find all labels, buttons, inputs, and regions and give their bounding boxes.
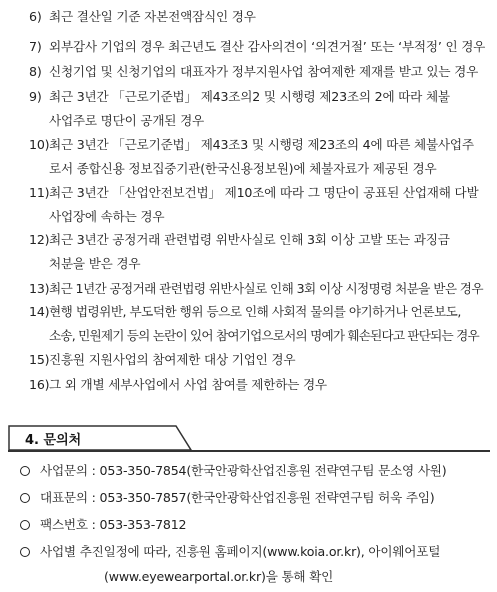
item-text: 현행 법령위반, 부도덕한 행위 등으로 인해 사회적 물의를 야기하거나 언론보도, <box>49 304 461 319</box>
circle-bullet-icon <box>20 547 30 557</box>
section-header <box>8 425 192 451</box>
item-text: 최근 결산일 기준 자본전액잠식인 경우 <box>49 9 256 24</box>
item-number: 11) <box>29 185 50 200</box>
circle-bullet-icon <box>20 493 30 503</box>
item-text-continued: 사업주로 명단이 공개된 경우 <box>49 113 204 128</box>
item-text-continued: 로서 종합신용 정보집중기관(한국신용정보원)에 체불자료가 제공된 경우 <box>49 161 437 176</box>
item-number: 8) <box>29 64 42 79</box>
circle-bullet-icon <box>20 520 30 530</box>
section-divider <box>8 450 490 452</box>
item-number: 6) <box>29 9 42 24</box>
item-text-continued: 소송, 민원제기 등의 논란이 있어 참여기업으로서의 명예가 훼손된다고 판단되는 경우 <box>49 328 479 343</box>
item-number: 12) <box>29 232 50 247</box>
contact-text: 대표문의 : 053-350-7857(한국안광학산업진흥원 전략연구팀 허욱 주임) <box>40 490 435 505</box>
item-number: 15) <box>29 352 50 367</box>
item-text: 최근 1년간 공정거래 관련법령 위반사실로 인해 3회 이상 시정명령 처분을 받은 경우 <box>49 281 483 296</box>
item-text: 최근 3년간 「근로기준법」 제43조3 및 시행령 제23조의 4에 따른 체불사업주 <box>49 137 474 152</box>
item-text: 최근 3년간 「근로기준법」 제43조의2 및 시행령 제23조의 2에 따라 체불 <box>49 89 450 104</box>
item-number: 14) <box>29 304 50 319</box>
contact-text-continued: (www.eyewearportal.or.kr)을 통해 확인 <box>104 569 334 584</box>
item-number: 9) <box>29 89 42 104</box>
contact-text: 사업별 추진일정에 따라, 진흥원 홈페이지(www.koia.or.kr), 아이웨어포털 <box>40 544 441 559</box>
item-text: 최근 3년간 공정거래 관련법령 위반사실로 인해 3회 이상 고발 또는 과징금 <box>49 232 450 247</box>
item-number: 10) <box>29 137 50 152</box>
item-text-continued: 사업장에 속하는 경우 <box>49 209 165 224</box>
contact-text: 사업문의 : 053-350-7854(한국안광학산업진흥원 전략연구팀 문소영 사원) <box>40 463 447 478</box>
item-text: 신청기업 및 신청기업의 대표자가 정부지원사업 참여제한 제재를 받고 있는 경우 <box>49 64 479 79</box>
item-number: 13) <box>29 281 50 296</box>
item-number: 16) <box>29 377 50 392</box>
item-number: 7) <box>29 39 42 54</box>
contact-text: 팩스번호 : 053-353-7812 <box>40 517 187 532</box>
circle-bullet-icon <box>20 466 30 476</box>
item-text: 외부감사 기업의 경우 최근년도 결산 감사의견이 ‘의견거절’ 또는 ‘부적정’ 인 경우 <box>49 39 486 54</box>
item-text-continued: 처분을 받은 경우 <box>49 256 141 271</box>
section-title: 4. 문의처 <box>25 433 82 448</box>
item-text: 그 외 개별 세부사업에서 사업 참여를 제한하는 경우 <box>49 377 327 392</box>
item-text: 진흥원 지원사업의 참여제한 대상 기업인 경우 <box>49 352 296 367</box>
item-text: 최근 3년간 「산업안전보건법」 제10조에 따라 그 명단이 공표된 산업재해 다발 <box>49 185 479 200</box>
